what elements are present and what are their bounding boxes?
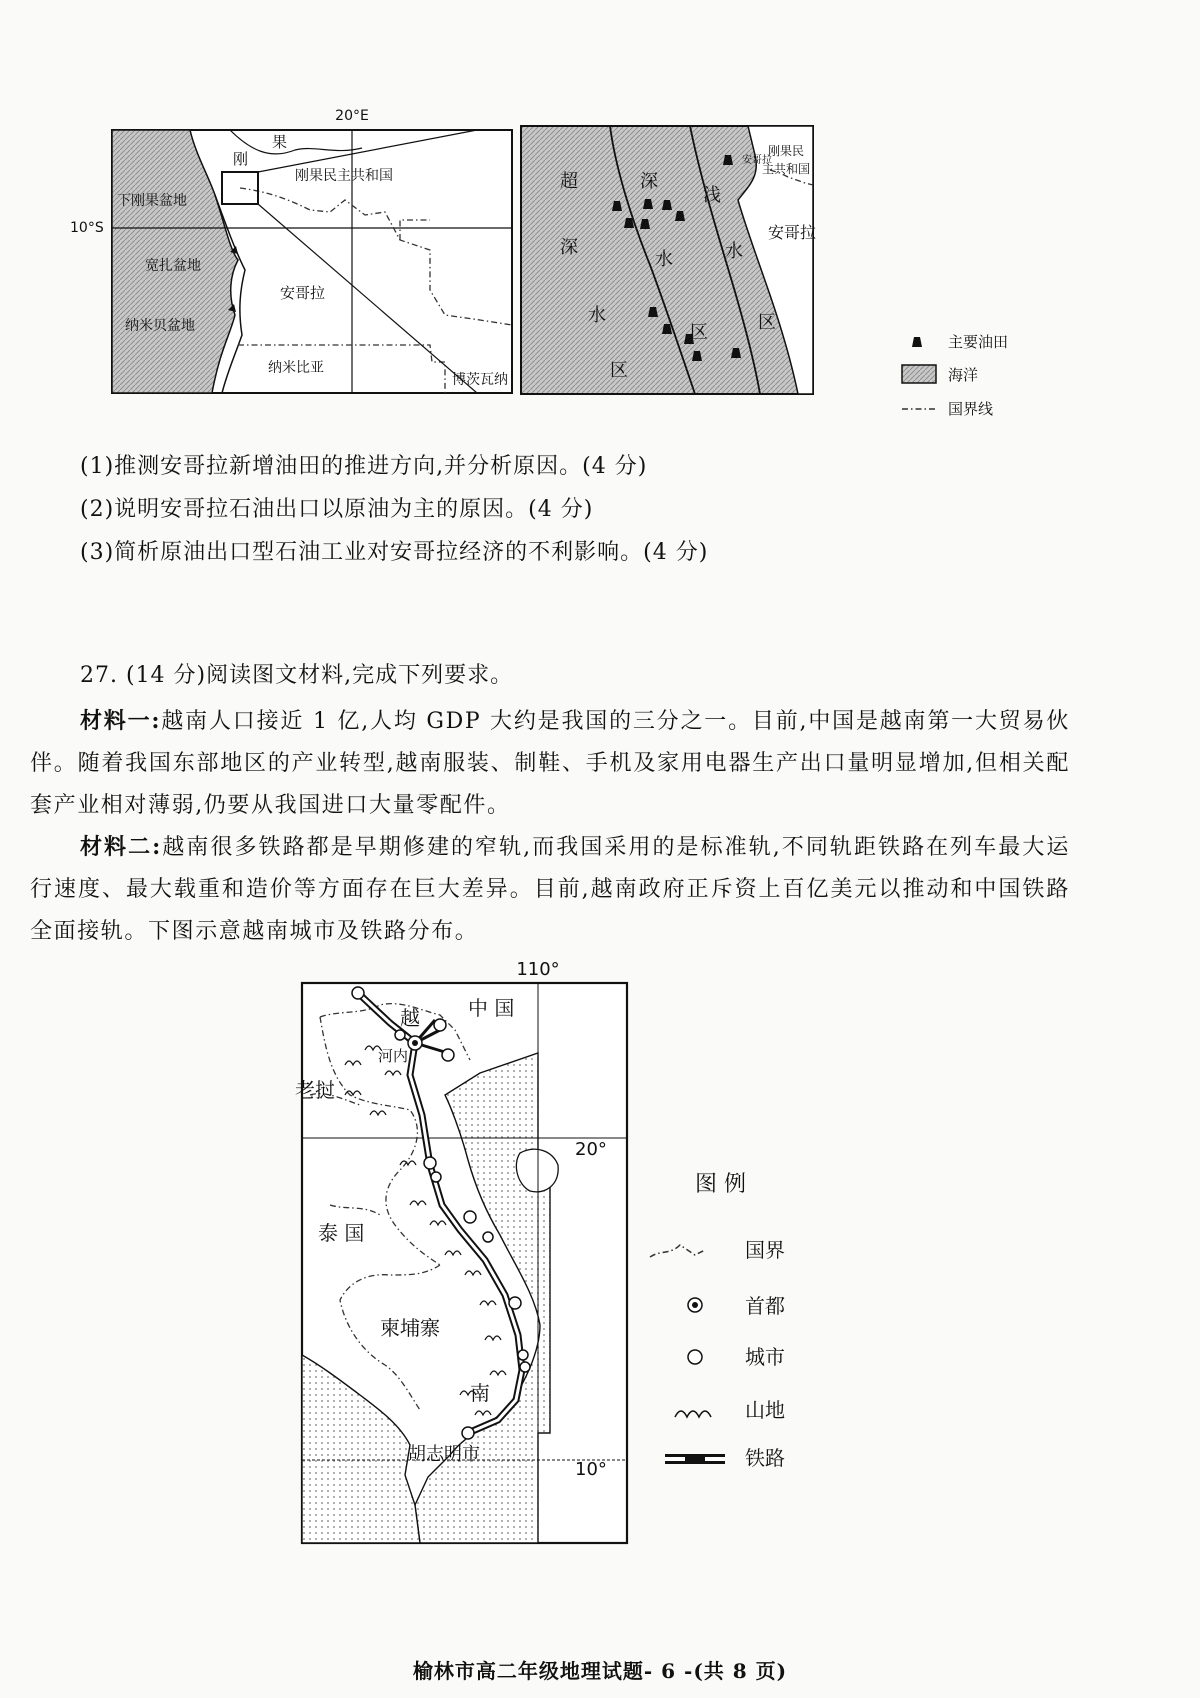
oilfield-icon (912, 337, 922, 347)
material-1 (30, 700, 1070, 827)
question-3: (3)简析原油出口型石油工业对安哥拉经济的不利影响。(4 分) (80, 540, 709, 565)
legend-ocean-label: 海洋 (948, 366, 979, 384)
border-line-icon (650, 1245, 705, 1257)
label-yue: 越 (400, 1006, 420, 1030)
lon-label-20e: 20°E (335, 108, 369, 124)
label-nan: 南 (470, 1381, 490, 1405)
deepwater-inset-map (520, 125, 815, 397)
lon-label-110: 110° (516, 959, 560, 980)
label-shui3: 水 (725, 241, 743, 262)
question-1: (1)推测安哥拉新增油田的推进方向,并分析原因。(4 分) (80, 454, 648, 479)
label-qu1: 区 (610, 360, 628, 381)
label-namibia: 纳米比亚 (268, 360, 324, 376)
question-2: (2)说明安哥拉石油出口以原油为主的原因。(4 分) (80, 497, 594, 522)
legend-border-label: 国界线 (948, 400, 994, 418)
legend2-border-label: 国界 (745, 1238, 785, 1262)
mountain-icon (675, 1411, 711, 1417)
label-drc-line1: 刚果民 (768, 144, 805, 158)
label-namibe-basin: 纳米贝盆地 (125, 318, 195, 334)
legend-map1 (900, 330, 1080, 420)
label-guo: 果 (272, 133, 288, 151)
label-drc: 刚果民主共和国 (295, 168, 393, 184)
material-2-text: 越南很多铁路都是早期修建的窄轨,而我国采用的是标准轨,不同轨距铁路在列车最大运行速度、最大载重和造价等方面存在巨大差异。目前,越南政府正斥资上百亿美元以推动和中国铁路全面接轨。下图示意越南城市及铁路分布。 (30, 835, 1070, 944)
angola-region-map (70, 100, 520, 400)
railway-icon (665, 1454, 725, 1464)
lat-label-20: 20° (575, 1139, 607, 1160)
legend-map3 (645, 1165, 825, 1485)
label-qu3: 区 (758, 312, 776, 333)
ocean-swatch-icon (902, 365, 936, 383)
label-angola-small: 安哥拉 (742, 155, 772, 166)
material-1-label: 材料一: (80, 708, 162, 734)
legend2-city-label: 城市 (745, 1345, 785, 1369)
label-laocai: 老挝 (295, 1078, 335, 1102)
lat-label-10: 10° (575, 1459, 607, 1480)
label-lower-congo-basin: 下刚果盆地 (117, 193, 187, 209)
label-shui1: 水 (588, 305, 606, 326)
label-shen2: 深 (640, 171, 658, 192)
label-chao: 超 (560, 171, 578, 192)
city-icon (688, 1350, 702, 1364)
material-2-label: 材料二: (80, 834, 162, 860)
label-gang: 刚 (233, 150, 249, 168)
legend2-title: 图 例 (695, 1172, 746, 1197)
label-qu2: 区 (690, 322, 708, 343)
label-angola: 安哥拉 (280, 284, 326, 302)
lat-label-10s: 10°S (70, 220, 104, 236)
legend-oilfield-label: 主要油田 (948, 333, 1009, 351)
material-1-text: 越南人口接近 1 亿,人均 GDP 大约是我国的三分之一。目前,中国是越南第一大贸易伙伴。随着我国东部地区的产业转型,越南服装、制鞋、手机及家用电器生产出口量明显增加,但相关配套产业相对薄弱,仍要从我国进口大量零配件。 (30, 709, 1070, 818)
label-hanoi: 河内 (378, 1047, 409, 1065)
legend2-mountain-label: 山地 (745, 1398, 785, 1422)
vietnam-map (290, 955, 650, 1560)
label-qian: 浅 (703, 185, 721, 206)
label-hcmc: 胡志明市 (408, 1444, 480, 1465)
label-shui2: 水 (655, 249, 673, 270)
label-kwanza-basin: 宽扎盆地 (145, 258, 201, 274)
label-botswana: 博茨瓦纳 (452, 372, 508, 388)
label-shen1: 深 (560, 237, 578, 258)
label-china: 中 国 (468, 996, 515, 1020)
label-cambodia: 柬埔寨 (380, 1316, 440, 1340)
page-footer: 榆林市高二年级地理试题- 6 -(共 8 页) (412, 1659, 788, 1683)
q27-heading: 27. (14 分)阅读图文材料,完成下列要求。 (80, 663, 514, 688)
label-angola-inset: 安哥拉 (768, 223, 817, 242)
label-drc-line2: 主共和国 (762, 162, 811, 176)
legend2-capital-label: 首都 (745, 1294, 785, 1318)
label-thailand: 泰 国 (318, 1221, 365, 1245)
legend2-railway-label: 铁路 (745, 1446, 785, 1470)
material-2 (30, 826, 1070, 953)
capital-hanoi-marker (408, 1036, 422, 1050)
